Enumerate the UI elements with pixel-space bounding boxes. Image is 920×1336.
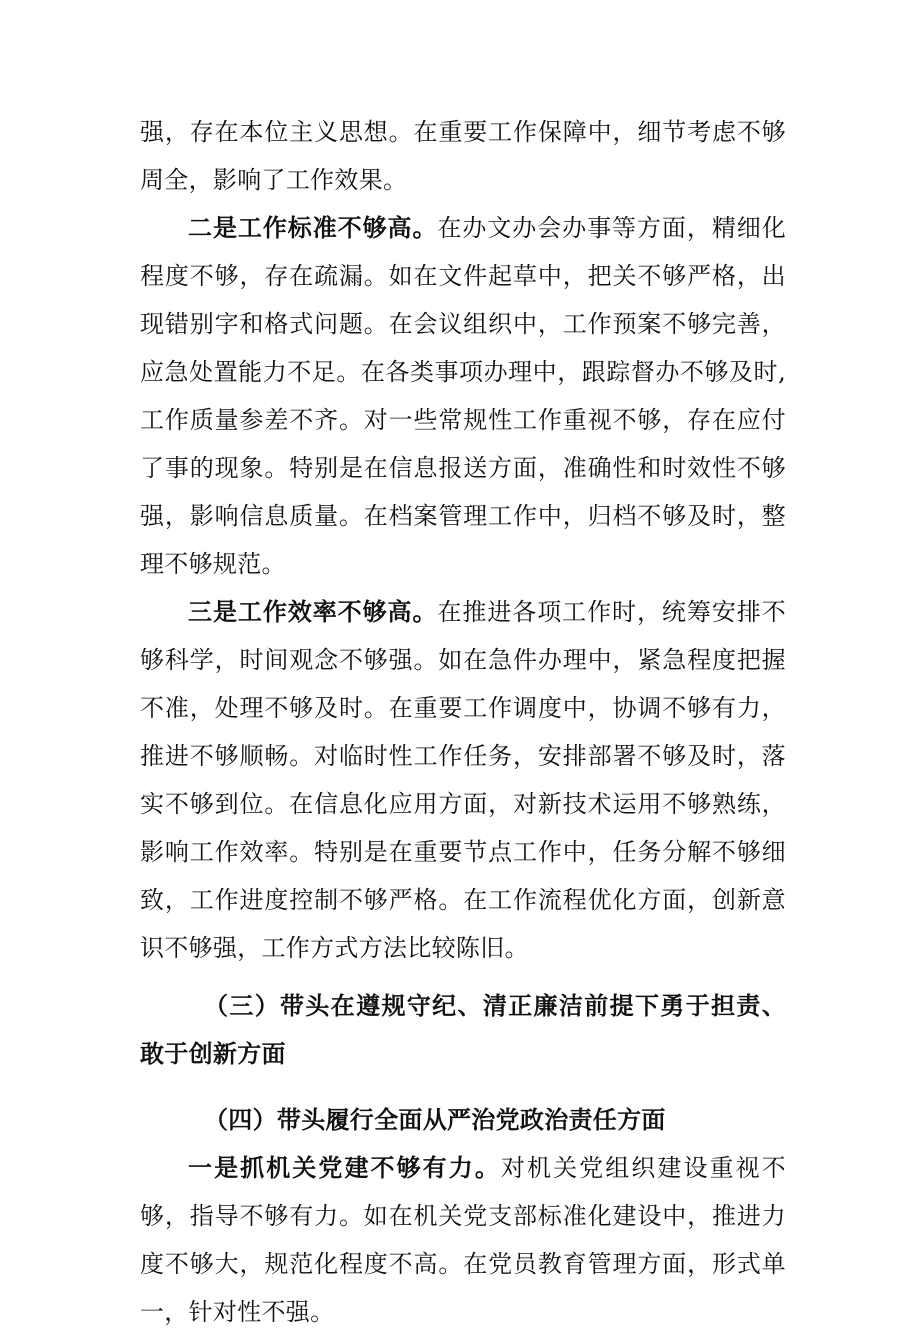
section-heading-4: （四）带头履行全面从严治党政治责任方面 (204, 1106, 666, 1134)
paragraph-lead: 三是工作效率不够高。 (188, 598, 438, 626)
paragraph-party-building (140, 1144, 786, 1336)
paragraph-work-efficiency (140, 588, 786, 972)
paragraph-text: 强，存在本位主义思想。在重要工作保障中，细节考虑不够周全，影响了工作效果。 (140, 118, 786, 194)
paragraph-text: 对机关党组织建设重视不够，指导不够有力。如在机关党支部标准化建设中，推进力度不够大，规范化程度不高。在党员教育管理方面，形式单一，针对性不强。 (140, 1154, 786, 1326)
paragraph-text: 在办文办会办事等方面，精细化程度不够，存在疏漏。如在文件起草中，把关不够严格，出现错别字和格式问题。在会议组织中，工作预案不够完善，应急处置能力不足。在各类事项办理中，跟踪督办不够及时,工作质量参差不齐。对一些常规性工作重视不够，存在应付了事的现象。特别是在信息报送方面，准确性和时效性不够强，影响信息质量。在档案管理工作中，归档不够及时，整理不够规范。 (140, 214, 786, 578)
document-body (140, 108, 786, 1336)
paragraph-continuation (140, 108, 786, 204)
paragraph-work-standard (140, 204, 786, 588)
section-heading-3: （三）带头在遵规守纪、清正廉洁前提下勇于担责、敢于创新方面 (140, 992, 786, 1068)
paragraph-text: 在推进各项工作时，统筹安排不够科学，时间观念不够强。如在急件办理中，紧急程度把握不准，处理不够及时。在重要工作调度中，协调不够有力，推进不够顺畅。对临时性工作任务，安排部署不够及时，落实不够到位。在信息化应用方面，对新技术运用不够熟练，影响工作效率。特别是在重要节点工作中，任务分解不够细致，工作进度控制不够严格。在工作流程优化方面，创新意识不够强，工作方式方法比较陈旧。 (140, 598, 786, 962)
paragraph-lead: 一是抓机关党建不够有力。 (188, 1154, 501, 1182)
paragraph-lead: 二是工作标准不够高。 (188, 214, 438, 242)
